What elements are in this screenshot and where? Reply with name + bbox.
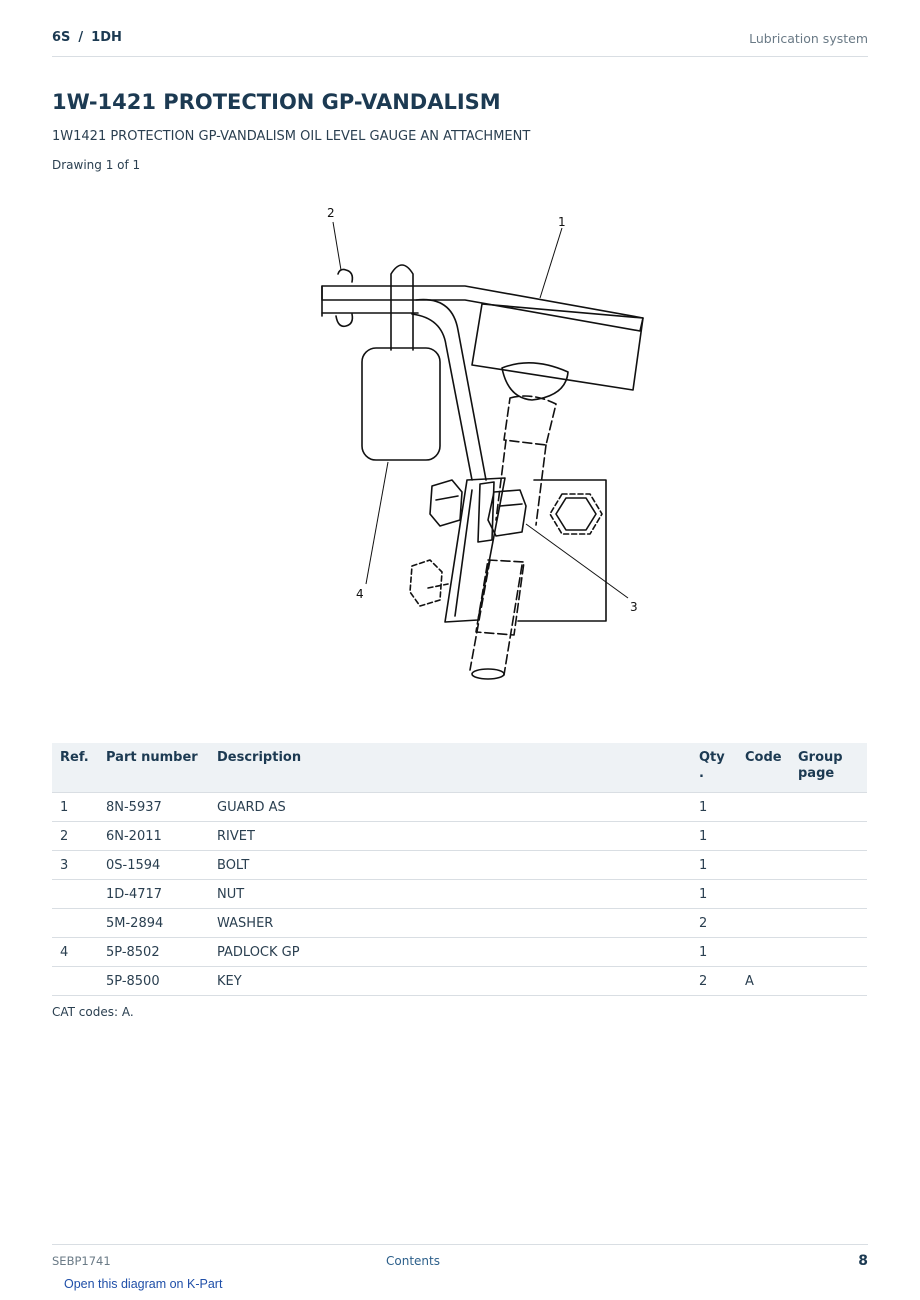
cell-group-page bbox=[790, 880, 867, 909]
page-number: 8 bbox=[858, 1253, 868, 1269]
cell-part-number[interactable]: 5P-8502 bbox=[98, 938, 209, 967]
cell-part-number[interactable]: 8N-5937 bbox=[98, 793, 209, 822]
col-header-qty-line1: Qty bbox=[699, 750, 725, 765]
cell-ref: 1 bbox=[52, 793, 98, 822]
page-header bbox=[52, 28, 868, 57]
breadcrumb-separator: / bbox=[78, 30, 84, 45]
page-title: 1W-1421 PROTECTION GP-VANDALISM bbox=[52, 90, 501, 114]
cell-description: GUARD AS bbox=[209, 793, 691, 822]
cell-qty: 2 bbox=[691, 967, 737, 996]
cell-code bbox=[737, 822, 790, 851]
contents-link[interactable]: Contents bbox=[386, 1254, 440, 1268]
page-subtitle: 1W1421 PROTECTION GP-VANDALISM OIL LEVEL GAUGE AN ATTACHMENT bbox=[52, 129, 531, 144]
callout-4: 4 bbox=[356, 587, 364, 601]
cell-ref: 3 bbox=[52, 851, 98, 880]
col-header-group-line2: page bbox=[798, 766, 835, 781]
callout-1: 1 bbox=[558, 215, 566, 229]
cell-group-page bbox=[790, 909, 867, 938]
cell-part-number[interactable]: 6N-2011 bbox=[98, 822, 209, 851]
cell-code bbox=[737, 793, 790, 822]
cat-codes-note: CAT codes: A. bbox=[52, 1005, 134, 1019]
breadcrumb bbox=[52, 30, 122, 45]
cell-code bbox=[737, 851, 790, 880]
cell-qty: 2 bbox=[691, 909, 737, 938]
cell-description: WASHER bbox=[209, 909, 691, 938]
table-row bbox=[52, 822, 867, 851]
cell-code: A bbox=[737, 967, 790, 996]
cell-group-page bbox=[790, 967, 867, 996]
breadcrumb-serial[interactable]: 1DH bbox=[91, 30, 122, 45]
cell-group-page bbox=[790, 851, 867, 880]
callout-3: 3 bbox=[630, 600, 638, 614]
cell-code bbox=[737, 938, 790, 967]
cell-qty: 1 bbox=[691, 880, 737, 909]
cell-description: KEY bbox=[209, 967, 691, 996]
cell-part-number[interactable]: 1D-4717 bbox=[98, 880, 209, 909]
col-header-qty bbox=[691, 743, 737, 793]
cell-code bbox=[737, 909, 790, 938]
table-row bbox=[52, 851, 867, 880]
cell-qty: 1 bbox=[691, 851, 737, 880]
col-header-ref: Ref. bbox=[52, 743, 98, 793]
kpart-link[interactable]: Open this diagram on K-Part bbox=[64, 1277, 223, 1291]
cell-qty: 1 bbox=[691, 822, 737, 851]
cell-description: NUT bbox=[209, 880, 691, 909]
cell-ref: 4 bbox=[52, 938, 98, 967]
drawing-count: Drawing 1 of 1 bbox=[52, 158, 141, 172]
cell-ref bbox=[52, 967, 98, 996]
parts-table bbox=[52, 743, 867, 996]
col-header-code: Code bbox=[737, 743, 790, 793]
cell-ref bbox=[52, 880, 98, 909]
col-header-qty-line2: . bbox=[699, 766, 704, 781]
table-header-row bbox=[52, 743, 867, 793]
col-header-part-number: Part number bbox=[98, 743, 209, 793]
cell-ref bbox=[52, 909, 98, 938]
table-row bbox=[52, 967, 867, 996]
table-row bbox=[52, 793, 867, 822]
table-row bbox=[52, 909, 867, 938]
col-header-group-line1: Group bbox=[798, 750, 843, 765]
page-footer bbox=[52, 1244, 868, 1275]
cell-description: BOLT bbox=[209, 851, 691, 880]
table-row bbox=[52, 938, 867, 967]
cell-part-number[interactable]: 5M-2894 bbox=[98, 909, 209, 938]
document-id: SEBP1741 bbox=[52, 1254, 111, 1268]
breadcrumb-model[interactable]: 6S bbox=[52, 30, 71, 45]
col-header-group-page bbox=[790, 743, 867, 793]
cell-description: PADLOCK GP bbox=[209, 938, 691, 967]
table-row bbox=[52, 880, 867, 909]
cell-part-number[interactable]: 0S-1594 bbox=[98, 851, 209, 880]
callout-2: 2 bbox=[327, 206, 335, 220]
section-name: Lubrication system bbox=[749, 31, 868, 46]
cell-group-page bbox=[790, 822, 867, 851]
cell-ref: 2 bbox=[52, 822, 98, 851]
cell-qty: 1 bbox=[691, 793, 737, 822]
cell-group-page bbox=[790, 793, 867, 822]
cell-part-number[interactable]: 5P-8500 bbox=[98, 967, 209, 996]
cell-description: RIVET bbox=[209, 822, 691, 851]
parts-diagram bbox=[250, 195, 670, 705]
cell-qty: 1 bbox=[691, 938, 737, 967]
col-header-description: Description bbox=[209, 743, 691, 793]
cell-group-page bbox=[790, 938, 867, 967]
cell-code bbox=[737, 880, 790, 909]
